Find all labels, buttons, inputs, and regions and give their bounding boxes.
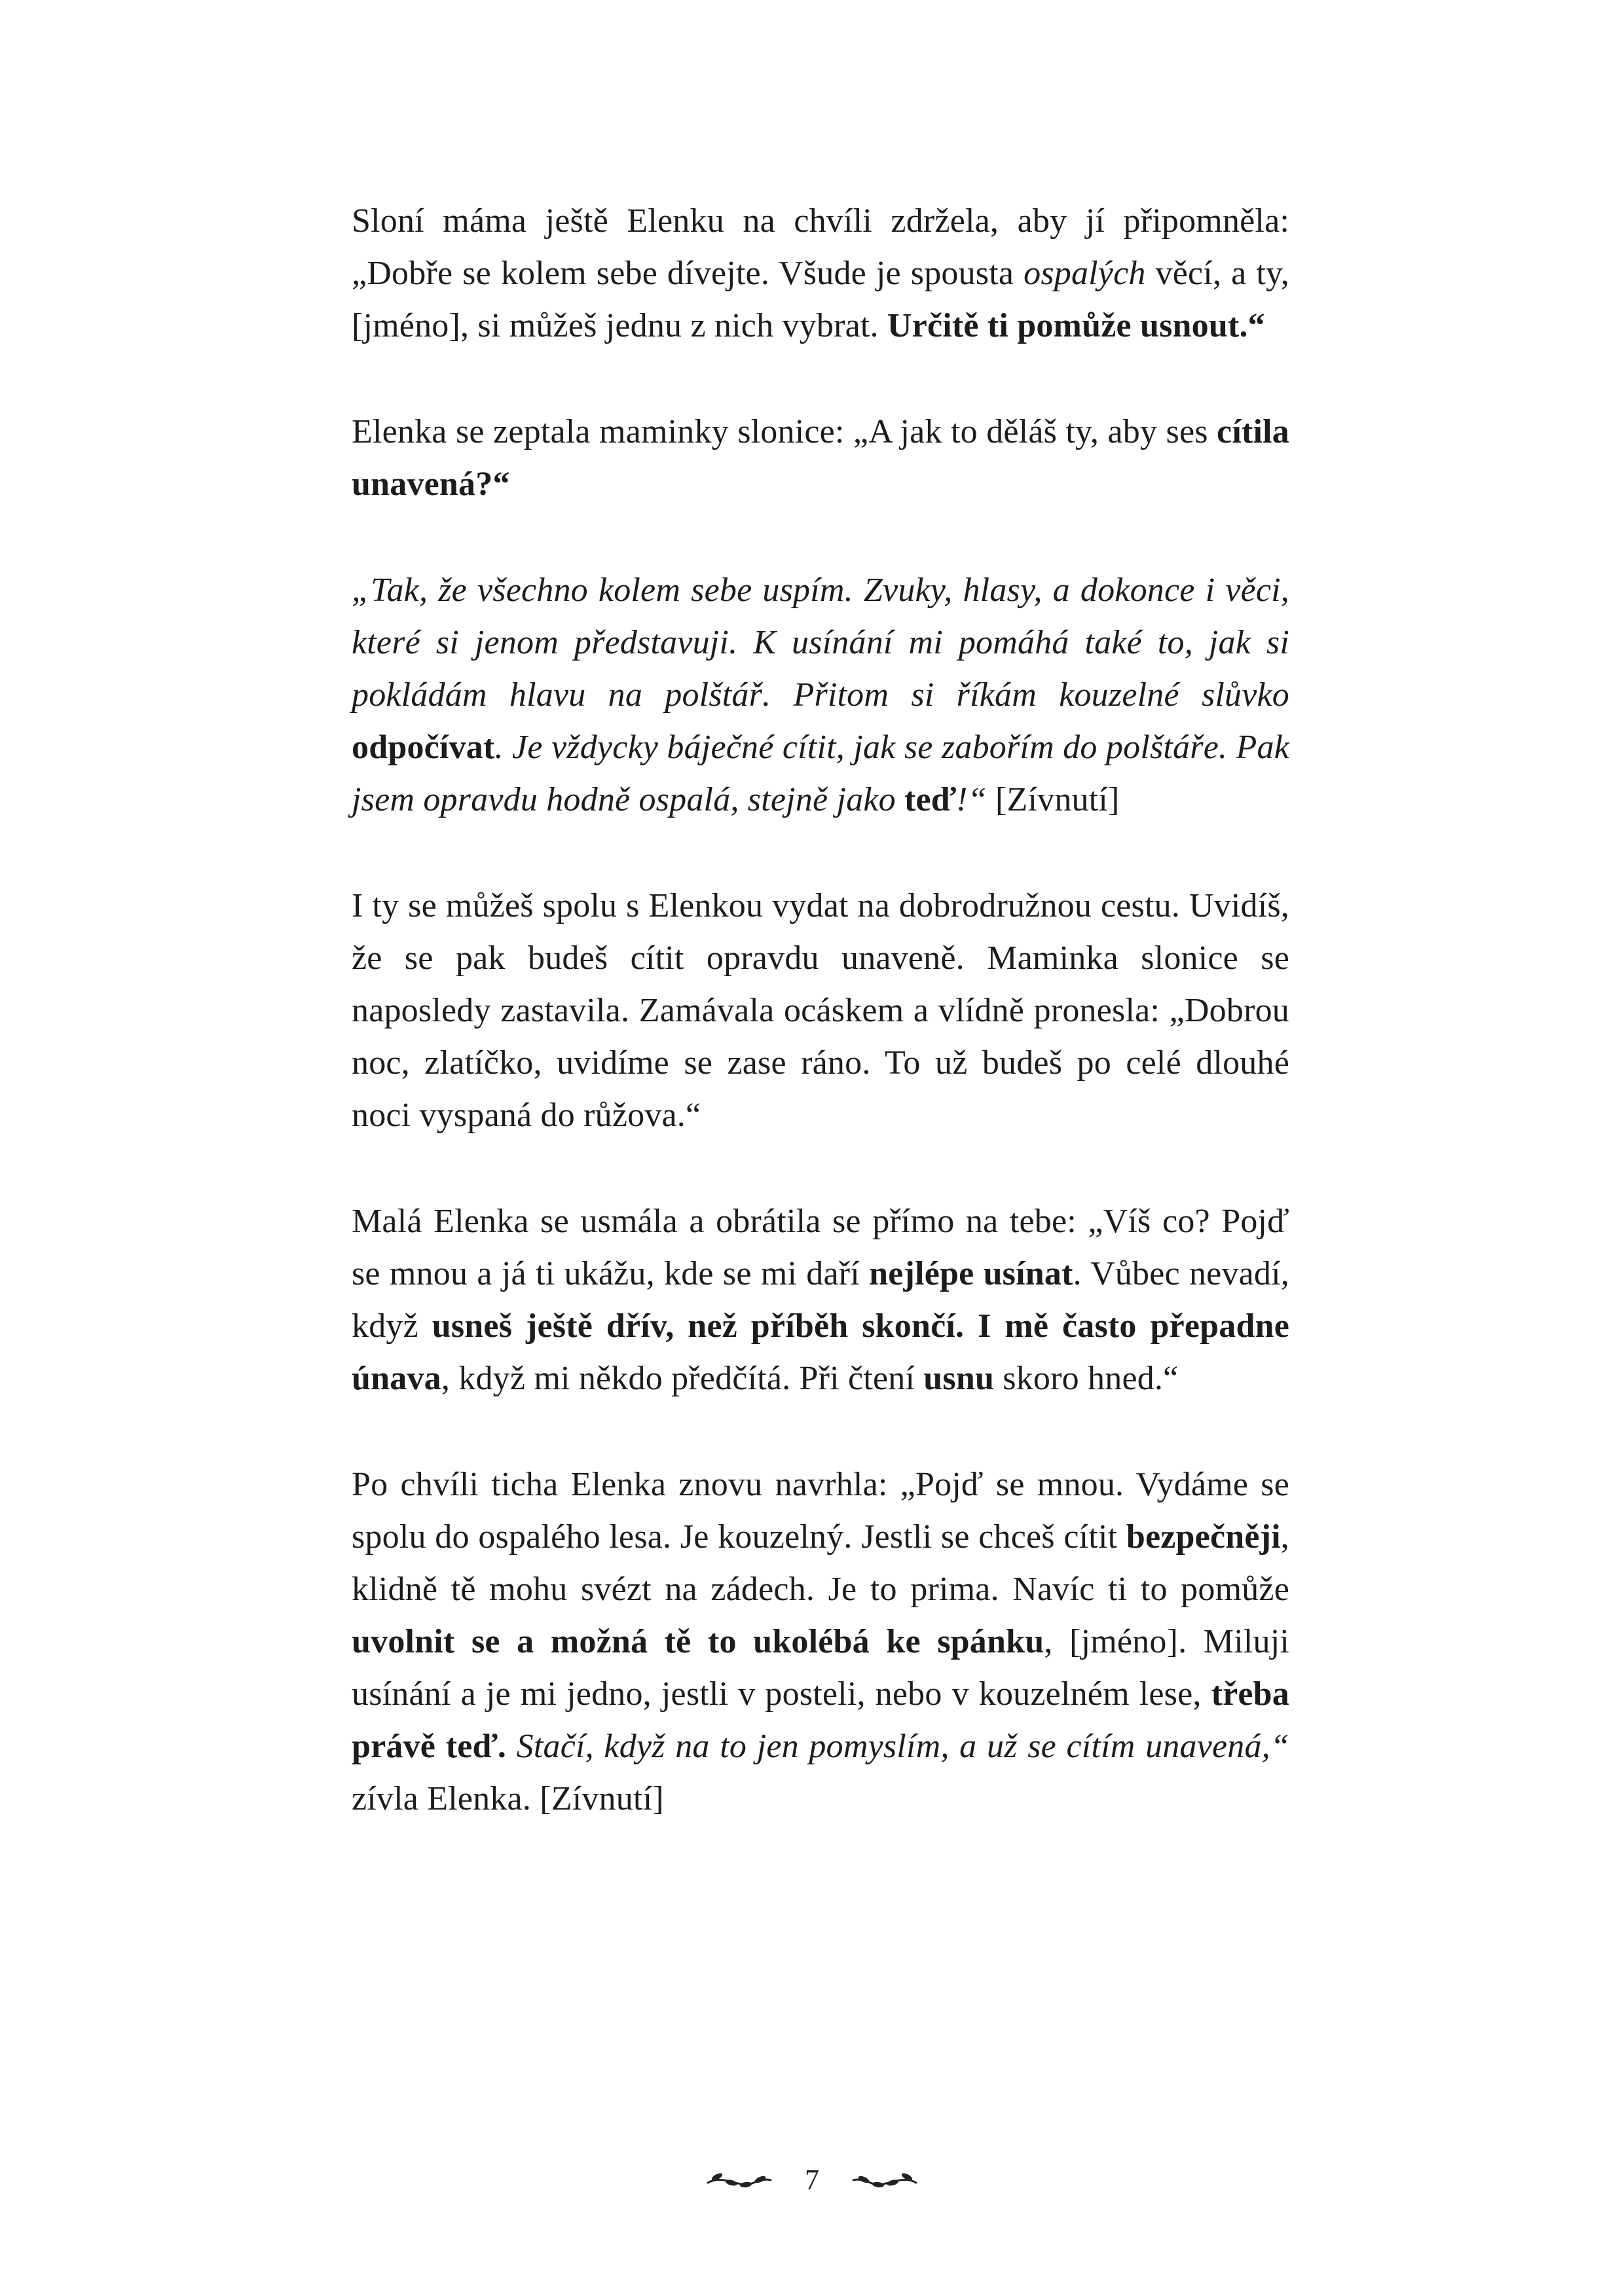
page-number: 7 — [805, 2164, 819, 2196]
paragraph — [352, 195, 1289, 352]
text-run: cítila unavená?“ — [352, 413, 1289, 503]
paragraph — [352, 1195, 1289, 1405]
text-run: skoro hned.“ — [994, 1360, 1179, 1397]
text-run: . Vůbec nevadí, když — [352, 1255, 1289, 1345]
text-run: uvolnit se a možná tě to ukolébá ke spánku — [352, 1623, 1044, 1660]
text-run: Určitě ti pomůže usnout.“ — [887, 307, 1265, 344]
text-run: teď — [904, 781, 957, 818]
paragraph — [352, 880, 1289, 1142]
text-run: bezpečněji — [1126, 1518, 1281, 1556]
text-run: usnu — [923, 1360, 995, 1397]
text-run: Po chvíli ticha Elenka znovu navrhla: „Pojď se mnou. Vydáme se spolu do ospalého lesa. Je kouzelný. Jestli se chceš cítit — [352, 1466, 1289, 1556]
page-footer — [0, 2166, 1624, 2195]
text-run: . Je vždycky báječné cítit, jak se zabořím do polštáře. Pak jsem opravdu hodně ospalá, stejně jako — [352, 729, 1289, 818]
leaf-vine-icon — [851, 2168, 919, 2192]
text-run: I ty se můžeš spolu s Elenkou vydat na dobrodružnou cestu. Uvidíš, že se pak budeš cítit opravdu unaveně. Maminka slonice se naposledy zastavila. Zamávala ocáskem a vlídně pronesla: „Dobrou noc, zlatíčko, uvidíme se zase ráno. To už budeš po celé dlouhé noci vyspaná do růžova.“ — [352, 887, 1289, 1134]
text-run: nejlépe usínat — [869, 1255, 1073, 1292]
text-run: , když mi někdo předčítá. Při čtení — [441, 1360, 924, 1397]
text-block — [352, 195, 1289, 1825]
paragraph — [352, 564, 1289, 826]
text-run: Malá Elenka se usmála a obrátila se přímo na tebe: „Víš co? Pojď se mnou a já ti ukážu, kde se mi daří — [352, 1203, 1289, 1292]
paragraph — [352, 1459, 1289, 1825]
leaf-vine-icon — [705, 2168, 773, 2192]
text-run: ospalých — [1024, 255, 1146, 292]
text-run: třeba právě teď. — [352, 1675, 1289, 1765]
text-run: zívla Elenka. [Zívnutí] — [352, 1780, 664, 1817]
text-run: usneš ještě dřív, než příběh skončí. I mě často přepadne únava — [352, 1307, 1289, 1397]
text-run: [Zívnutí] — [986, 781, 1120, 818]
text-run — [506, 1728, 517, 1765]
paragraph — [352, 406, 1289, 511]
text-run: věcí, a ty, [jméno], si můžeš jednu z nich vybrat. — [352, 255, 1289, 344]
text-run: „Tak, že všechno kolem sebe uspím. Zvuky, hlasy, a dokonce i věci, které si jenom představuji. K usínání mi pomáhá také to, jak si pokládám hlavu na polštář. Přitom si říkám kouzelné slůvko — [352, 572, 1289, 714]
text-run: Elenka se zeptala maminky slonice: „A jak to děláš ty, aby ses — [352, 413, 1217, 450]
text-run: odpočívat — [352, 729, 495, 766]
text-run: Sloní máma ještě Elenku na chvíli zdržela, aby jí připomněla: „Dobře se kolem sebe dívejte. Všude je spousta — [352, 202, 1289, 292]
text-run: , [jméno]. Miluji usínání a je mi jedno, jestli v posteli, nebo v kouzelném lese, — [352, 1623, 1289, 1713]
text-run: Stačí, když na to jen pomyslím, a už se cítím unavená,“ — [516, 1728, 1289, 1765]
text-run: !“ — [956, 781, 987, 818]
text-run: , klidně tě mohu svézt na zádech. Je to prima. Navíc ti to pomůže — [352, 1518, 1289, 1608]
